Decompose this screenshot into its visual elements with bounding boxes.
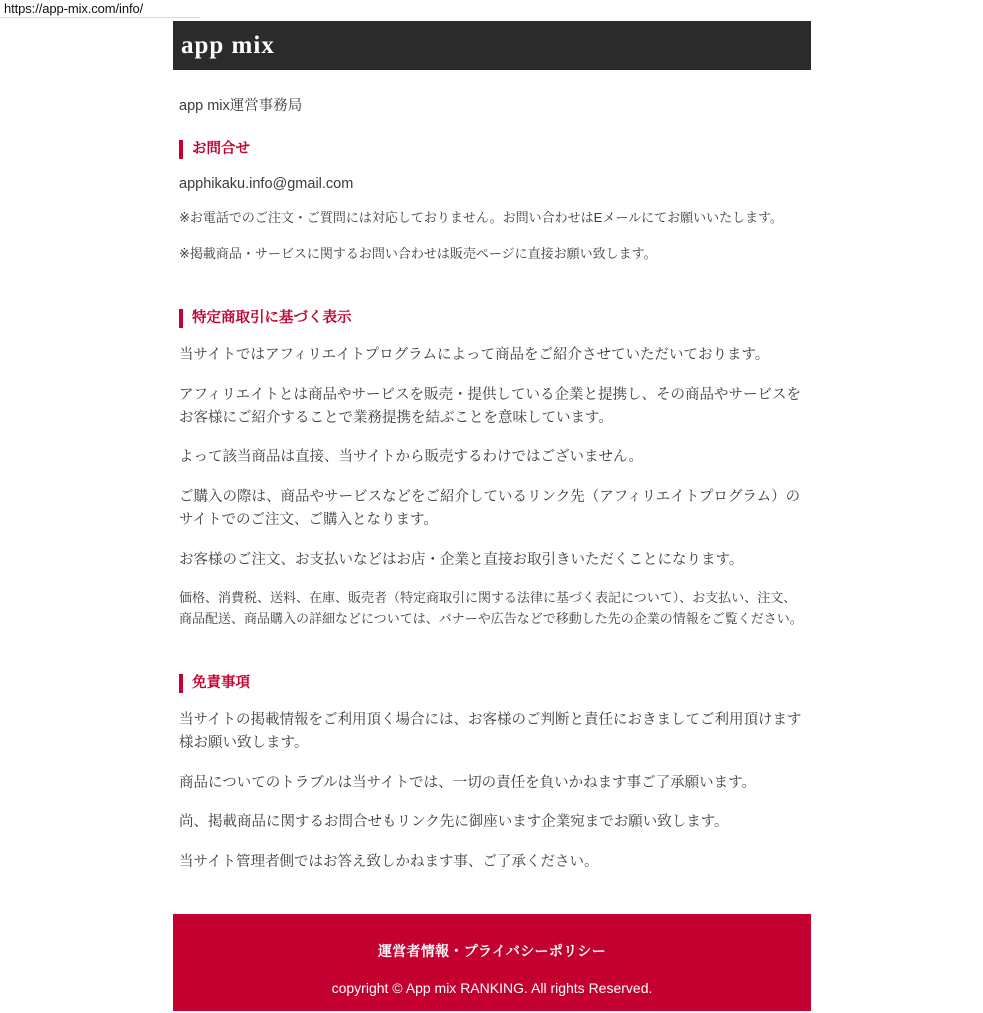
commercial-law-paragraph-3: よって該当商品は直接、当サイトから販売するわけではございません。 bbox=[179, 449, 643, 466]
section-heading-commercial-law: 特定商取引に基づく表示 bbox=[179, 309, 803, 328]
section-heading-contact: お問合せ bbox=[179, 140, 803, 159]
footer-copyright: copyright © App mix RANKING. All rights Reserved. bbox=[331, 980, 653, 997]
commercial-law-paragraph-5: お客様のご注文、お支払いなどはお店・企業と直接お取引きいただくことになります。 bbox=[179, 551, 744, 568]
site-footer bbox=[173, 914, 811, 1011]
site-title[interactable]: app mix bbox=[181, 31, 275, 59]
disclaimer-paragraph-4: 当サイト管理者側ではお答え致しかねます事、ご了承ください。 bbox=[179, 853, 599, 870]
contact-note-1: ※お電話でのご注文・ご質問には対応しておりません。お問い合わせはEメールにてお願いいたします。 bbox=[179, 209, 784, 225]
disclaimer-paragraph-3: 尚、掲載商品に関するお問合せもリンク先に御座います企業宛までお願い致します。 bbox=[179, 814, 729, 831]
browser-url-bar[interactable]: https://app-mix.com/info/ bbox=[0, 0, 200, 18]
commercial-law-paragraph-4: ご購入の際は、商品やサービスなどをご紹介しているリンク先（アフィリエイトプログラム）のサイトでのご注文、ご購入となります。 bbox=[179, 488, 801, 529]
contact-email: apphikaku.info@gmail.com bbox=[179, 175, 354, 192]
contact-note-2: ※掲載商品・サービスに関するお問い合わせは販売ページに直接お願い致します。 bbox=[179, 246, 657, 262]
disclaimer-paragraph-1: 当サイトの掲載情報をご利用頂く場合には、お客様のご判断と責任におきましてご利用頂けます様お願い致します。 bbox=[179, 711, 802, 752]
commercial-law-paragraph-1: 当サイトではアフィリエイトプログラムによって商品をご紹介させていただいております。 bbox=[179, 347, 770, 364]
commercial-law-paragraph-6: 価格、消費税、送料、在庫、販売者（特定商取引に関する法律に基づく表記について）、お支払い、注文、商品配送、商品購入の詳細などについては、バナーや広告などで移動した先の企業の情報をご覧ください。 bbox=[179, 590, 803, 627]
site-header bbox=[173, 21, 811, 70]
page-container bbox=[173, 21, 811, 1011]
page-lead: app mix運営事務局 bbox=[179, 98, 303, 114]
page-content bbox=[173, 96, 811, 874]
footer-privacy-link[interactable]: 運営者情報・プライバシーポリシー bbox=[377, 943, 607, 960]
section-heading-disclaimer: 免責事項 bbox=[179, 674, 803, 693]
commercial-law-paragraph-2: アフィリエイトとは商品やサービスを販売・提供している企業と提携し、その商品やサービスをお客様にご紹介することで業務提携を結ぶことを意味しています。 bbox=[179, 386, 802, 426]
disclaimer-paragraph-2: 商品についてのトラブルは当サイトでは、一切の責任を負いかねます事ご了承願います。 bbox=[179, 774, 756, 791]
